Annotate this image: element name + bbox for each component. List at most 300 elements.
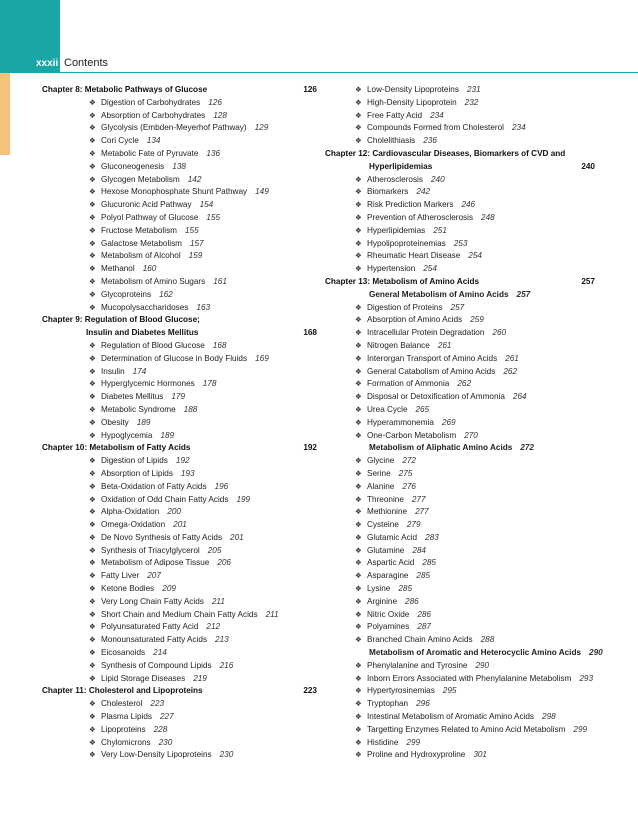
entry-page: 193 (180, 468, 195, 478)
bullet-icon: ❖ (89, 699, 96, 709)
toc-entry[interactable] (325, 737, 595, 750)
entry-title: Very Long Chain Fatty Acids (101, 596, 204, 606)
bullet-icon: ❖ (89, 264, 96, 274)
entry-title: Absorption of Carbohydrates (101, 110, 206, 120)
toc-entry[interactable] (325, 199, 595, 212)
entry-title: Beta-Oxidation of Fatty Acids (101, 481, 207, 491)
toc-entry[interactable] (325, 135, 595, 148)
entry-title: Targetting Enzymes Related to Amino Acid Metabolism (367, 724, 566, 734)
entry-title: Biomarkers (367, 187, 409, 197)
entry-title: Arginine (367, 596, 398, 606)
entry-title: Intestinal Metabolism of Aromatic Amino Acids (367, 712, 535, 722)
toc-entry[interactable] (325, 225, 595, 238)
bullet-icon: ❖ (355, 136, 362, 146)
toc-entry[interactable] (325, 174, 595, 187)
chapter-page: 223 (303, 686, 317, 696)
bullet-icon: ❖ (355, 532, 362, 542)
bullet-icon: ❖ (355, 85, 362, 94)
toc-entry[interactable] (325, 634, 595, 647)
toc-entry[interactable] (42, 673, 317, 686)
toc-entry[interactable] (325, 673, 595, 686)
entry-page: 126 (208, 97, 222, 107)
toc-entry[interactable] (325, 430, 595, 443)
entry-page: 216 (219, 660, 234, 670)
toc-entry[interactable] (325, 532, 595, 545)
entry-page: 246 (461, 200, 476, 210)
bullet-icon: ❖ (355, 635, 362, 645)
toc-entry[interactable] (325, 238, 595, 251)
bullet-icon: ❖ (355, 673, 362, 683)
section-heading[interactable] (325, 647, 603, 660)
entry-page: 298 (542, 712, 556, 722)
toc-entry[interactable] (42, 186, 317, 199)
entry-title: Glycogen Metabolism (101, 174, 180, 184)
bullet-icon: ❖ (89, 635, 96, 645)
toc-entry[interactable] (325, 97, 595, 110)
bullet-icon: ❖ (89, 289, 96, 299)
entry-page: 212 (206, 622, 221, 632)
entry-title: Prevention of Atherosclerosis (367, 212, 474, 222)
toc-left-column (42, 84, 317, 762)
entry-title: Hyperlipidemias (367, 225, 426, 235)
bullet-icon: ❖ (355, 686, 362, 696)
bullet-icon: ❖ (355, 379, 362, 389)
toc-entry[interactable] (42, 391, 317, 404)
bullet-icon: ❖ (89, 494, 96, 504)
toc-entry[interactable] (325, 660, 595, 673)
chapter-heading[interactable] (42, 685, 317, 698)
toc-entry[interactable] (42, 647, 317, 660)
entry-page: 230 (219, 750, 234, 760)
bullet-icon: ❖ (89, 724, 96, 734)
toc-entry[interactable] (325, 609, 595, 622)
toc-entry[interactable] (42, 148, 317, 161)
toc-entry[interactable] (42, 417, 317, 430)
toc-entry[interactable] (42, 724, 317, 737)
entry-title: Aspartic Acid (367, 558, 415, 568)
chapter-title: Metabolism of Amino Acids (372, 276, 480, 286)
section-heading[interactable] (325, 289, 595, 302)
entry-title: Glycolysis (Embden-Meyerhof Pathway) (101, 123, 247, 133)
entry-page: 154 (199, 200, 214, 210)
entry-page: 286 (417, 609, 431, 619)
toc-entry[interactable] (325, 186, 595, 199)
toc-entry[interactable] (325, 506, 595, 519)
toc-entry[interactable] (325, 314, 595, 327)
bullet-icon: ❖ (89, 136, 96, 146)
toc-entry[interactable] (42, 110, 317, 123)
toc-entry[interactable] (325, 122, 595, 135)
toc-entry[interactable] (42, 289, 317, 302)
entry-title: Nitric Oxide (367, 609, 410, 619)
entry-title: Digestion of Proteins (367, 302, 443, 312)
entry-page: 160 (142, 264, 157, 274)
bullet-icon: ❖ (355, 392, 362, 402)
toc-entry[interactable] (325, 545, 595, 558)
chapter-title: Metabolism of Fatty Acids (89, 443, 191, 453)
bullet-icon: ❖ (89, 238, 96, 248)
bullet-icon: ❖ (355, 251, 362, 261)
toc-entry[interactable] (42, 621, 317, 634)
chapter-heading[interactable] (42, 327, 317, 340)
entry-page: 214 (153, 648, 167, 658)
toc-entry[interactable] (42, 276, 317, 289)
toc-entry[interactable] (325, 711, 595, 724)
toc-entry[interactable] (42, 263, 317, 276)
toc-entry[interactable] (42, 161, 317, 174)
entry-title: Glutamine (367, 545, 405, 555)
toc-entry[interactable] (42, 545, 317, 558)
toc-entry[interactable] (42, 532, 317, 545)
toc-entry[interactable] (325, 417, 595, 430)
toc-entry[interactable] (42, 698, 317, 711)
bullet-icon: ❖ (355, 481, 362, 491)
toc-entry[interactable] (42, 366, 317, 379)
toc-entry[interactable] (325, 519, 595, 532)
entry-page: 270 (464, 430, 478, 440)
entry-page: 201 (173, 520, 187, 530)
toc-entry[interactable] (42, 404, 317, 417)
chapter-number: Chapter 11: (42, 686, 87, 696)
bullet-icon: ❖ (89, 97, 96, 107)
toc-entry[interactable] (325, 494, 595, 507)
entry-page: 211 (265, 609, 279, 619)
toc-entry[interactable] (42, 225, 317, 238)
entry-page: 157 (190, 238, 204, 248)
chapter-title: Insulin and Diabetes Mellitus (86, 328, 199, 338)
bullet-icon: ❖ (355, 212, 362, 222)
bullet-icon: ❖ (355, 584, 362, 594)
toc-entry[interactable] (42, 737, 317, 750)
entry-title: Asparagine (367, 571, 409, 581)
entry-page: 283 (425, 532, 439, 542)
bullet-icon: ❖ (355, 724, 362, 734)
section-heading[interactable] (325, 442, 595, 455)
toc-entry[interactable] (325, 110, 595, 123)
entry-title: Hypoglycemia (101, 430, 153, 440)
entry-page: 285 (398, 584, 413, 594)
entry-title: Phenylalanine and Tyrosine (367, 660, 468, 670)
toc-entry[interactable] (42, 468, 317, 481)
bullet-icon: ❖ (355, 699, 362, 709)
bullet-icon: ❖ (355, 97, 362, 107)
bullet-icon: ❖ (355, 315, 362, 325)
entry-title: Inborn Errors Associated with Phenylalanine Metabolism (367, 673, 572, 683)
section-page: 290 (589, 648, 603, 658)
entry-page: 149 (255, 187, 269, 197)
toc-entry[interactable] (325, 250, 595, 263)
bullet-icon: ❖ (89, 545, 96, 555)
entry-page: 200 (167, 507, 181, 517)
entry-title: Absorption of Amino Acids (367, 315, 463, 325)
toc-entry[interactable] (42, 519, 317, 532)
entry-page: 168 (212, 340, 227, 350)
toc-entry[interactable] (325, 698, 595, 711)
toc-entry[interactable] (325, 685, 595, 698)
bullet-icon: ❖ (355, 417, 362, 427)
section-page: 257 (516, 289, 531, 299)
entry-page: 178 (202, 379, 217, 389)
chapter-number: Chapter 9: (42, 315, 83, 325)
entry-page: 265 (415, 404, 430, 414)
bullet-icon: ❖ (89, 609, 96, 619)
chapter-heading[interactable] (42, 442, 317, 455)
toc-entry[interactable] (325, 84, 595, 97)
chapter-title: Metabolic Pathways of Glucose (84, 85, 208, 94)
entry-title: Mucopolysaccharidoses (101, 302, 189, 312)
toc-entry[interactable] (42, 494, 317, 507)
entry-page: 223 (150, 699, 165, 709)
bullet-icon: ❖ (89, 596, 96, 606)
section-title: Metabolism of Aliphatic Amino Acids (369, 443, 513, 453)
bullet-icon: ❖ (89, 187, 96, 197)
entry-title: Polyunsaturated Fatty Acid (101, 622, 199, 632)
entry-title: Gluconeogenesis (101, 161, 165, 171)
entry-title: Risk Prediction Markers (367, 200, 454, 210)
entry-title: Metabolism of Alcohol (101, 251, 181, 261)
bullet-icon: ❖ (89, 302, 96, 312)
entry-page: 296 (416, 699, 430, 709)
bullet-icon: ❖ (89, 520, 96, 530)
toc-entry[interactable] (325, 557, 595, 570)
toc-entry[interactable] (42, 596, 317, 609)
bullet-icon: ❖ (355, 340, 362, 350)
entry-page: 169 (255, 353, 269, 363)
entry-title: Hexose Monophosphate Shunt Pathway (101, 187, 248, 197)
entry-page: 213 (215, 635, 229, 645)
chapter-heading[interactable] (42, 84, 317, 97)
entry-title: Galactose Metabolism (101, 238, 182, 248)
bullet-icon: ❖ (355, 200, 362, 210)
page-title: Contents (64, 57, 109, 69)
entry-page: 261 (437, 340, 452, 350)
entry-title: Methanol (101, 264, 135, 274)
entry-page: 232 (464, 97, 479, 107)
toc-entry[interactable] (42, 97, 317, 110)
chapter-number: Chapter 10: (42, 443, 88, 453)
toc-entry[interactable] (325, 302, 595, 315)
entry-title: Low-Density Lipoproteins (367, 85, 459, 94)
bullet-icon: ❖ (355, 456, 362, 466)
chapter-page: 192 (303, 443, 317, 453)
entry-page: 128 (213, 110, 227, 120)
toc-entry[interactable] (325, 596, 595, 609)
toc-entry[interactable] (325, 455, 595, 468)
toc-entry[interactable] (325, 570, 595, 583)
bullet-icon: ❖ (355, 225, 362, 235)
bullet-icon: ❖ (89, 737, 96, 747)
toc-entry[interactable] (325, 366, 595, 379)
entry-page: 295 (442, 686, 457, 696)
entry-page: 234 (511, 123, 526, 133)
entry-title: Polyamines (367, 622, 410, 632)
chapter-heading[interactable] (325, 161, 595, 174)
toc-entry[interactable] (42, 135, 317, 148)
chapter-page: 257 (581, 276, 595, 286)
bullet-icon: ❖ (355, 110, 362, 120)
bullet-icon: ❖ (89, 200, 96, 210)
toc-entry[interactable] (42, 634, 317, 647)
entry-title: Chylomicrons (101, 737, 151, 747)
bullet-icon: ❖ (355, 174, 362, 184)
entry-page: 206 (217, 558, 231, 568)
entry-page: 142 (187, 174, 202, 184)
entry-title: General Catabolism of Amino Acids (367, 366, 496, 376)
bullet-icon: ❖ (89, 571, 96, 581)
entry-page: 207 (147, 571, 161, 581)
bullet-icon: ❖ (355, 507, 362, 517)
entry-title: Methionine (367, 507, 408, 517)
entry-title: Synthesis of Compound Lipids (101, 660, 212, 670)
bullet-icon: ❖ (89, 507, 96, 517)
bullet-icon: ❖ (355, 494, 362, 504)
entry-title: Absorption of Lipids (101, 468, 173, 478)
chapter-number: Chapter 12: (325, 148, 371, 158)
toc-entry[interactable] (325, 481, 595, 494)
entry-title: Lipoproteins (101, 724, 146, 734)
toc-entry[interactable] (42, 506, 317, 519)
toc-entry[interactable] (42, 583, 317, 596)
chapter-page: 168 (303, 328, 317, 338)
toc-entry[interactable] (42, 250, 317, 263)
toc-entry[interactable] (42, 430, 317, 443)
toc-entry[interactable] (325, 404, 595, 417)
entry-page: 228 (153, 724, 168, 734)
bullet-icon: ❖ (355, 545, 362, 555)
toc-entry[interactable] (42, 455, 317, 468)
toc-entry[interactable] (42, 199, 317, 212)
bullet-icon: ❖ (89, 366, 96, 376)
toc-entry[interactable] (325, 468, 595, 481)
chapter-heading[interactable] (325, 148, 595, 161)
entry-title: Eicosanoids (101, 648, 146, 658)
toc-entry[interactable] (42, 378, 317, 391)
entry-page: 155 (185, 225, 199, 235)
bullet-icon: ❖ (89, 251, 96, 261)
entry-title: Cysteine (367, 520, 399, 530)
entry-page: 269 (441, 417, 456, 427)
entry-title: Short Chain and Medium Chain Fatty Acids (101, 609, 258, 619)
toc-entry[interactable] (42, 340, 317, 353)
entry-page: 285 (416, 571, 431, 581)
entry-title: Alanine (367, 481, 395, 491)
bullet-icon: ❖ (89, 379, 96, 389)
entry-page: 277 (411, 494, 426, 504)
entry-title: Metabolic Syndrome (101, 404, 176, 414)
toc-entry[interactable] (42, 238, 317, 251)
toc-entry[interactable] (42, 660, 317, 673)
toc-entry[interactable] (325, 724, 595, 737)
entry-title: Hypertension (367, 264, 416, 274)
toc-entry[interactable] (325, 263, 595, 276)
toc-entry[interactable] (325, 749, 595, 762)
bullet-icon: ❖ (355, 520, 362, 530)
entry-page: 260 (492, 328, 507, 338)
bullet-icon: ❖ (89, 430, 96, 440)
toc-entry[interactable] (42, 481, 317, 494)
entry-page: 199 (236, 494, 251, 504)
bullet-icon: ❖ (89, 212, 96, 222)
toc-entry[interactable] (325, 621, 595, 634)
entry-page: 231 (466, 85, 481, 94)
entry-page: 261 (505, 353, 519, 363)
toc-entry[interactable] (325, 391, 595, 404)
chapter-heading[interactable] (42, 314, 317, 327)
entry-title: Disposal or Detoxification of Ammonia (367, 392, 505, 402)
entry-page: 161 (213, 276, 227, 286)
bullet-icon: ❖ (89, 110, 96, 120)
toc-entry[interactable] (42, 749, 317, 762)
entry-page: 163 (196, 302, 211, 312)
toc-entry[interactable] (42, 174, 317, 187)
entry-title: Very Low-Density Lipoproteins (101, 750, 212, 760)
entry-title: Proline and Hydroxyproline (367, 750, 466, 760)
bullet-icon: ❖ (89, 750, 96, 760)
toc-entry[interactable] (325, 583, 595, 596)
entry-title: Serine (367, 468, 391, 478)
bullet-icon: ❖ (355, 302, 362, 312)
entry-title: Digestion of Lipids (101, 456, 168, 466)
entry-page: 254 (468, 251, 482, 261)
chapter-title: Cardiovascular Diseases, Biomarkers of CVD and (372, 148, 566, 158)
entry-page: 201 (230, 532, 244, 542)
entry-title: Cori Cycle (101, 136, 139, 146)
entry-title: Histidine (367, 737, 399, 747)
entry-page: 251 (433, 225, 447, 235)
toc-entry[interactable] (325, 378, 595, 391)
entry-page: 189 (160, 430, 175, 440)
entry-page: 159 (188, 251, 203, 261)
toc-entry[interactable] (325, 340, 595, 353)
bullet-icon: ❖ (89, 648, 96, 658)
toc-entry[interactable] (42, 711, 317, 724)
entry-title: Nitrogen Balance (367, 340, 430, 350)
entry-page: 129 (254, 123, 269, 133)
entry-title: Hypertyrosinemias (367, 686, 435, 696)
entry-page: 192 (175, 456, 190, 466)
bullet-icon: ❖ (89, 673, 96, 683)
page-number: xxxii (36, 58, 59, 69)
entry-title: Alpha-Oxidation (101, 507, 160, 517)
bullet-icon: ❖ (89, 340, 96, 350)
toc-entry[interactable] (42, 557, 317, 570)
toc-entry[interactable] (42, 212, 317, 225)
bullet-icon: ❖ (355, 712, 362, 722)
toc-entry[interactable] (42, 302, 317, 315)
entry-title: Obesity (101, 417, 129, 427)
toc-entry[interactable] (42, 570, 317, 583)
entry-page: 293 (579, 673, 594, 683)
toc-entry[interactable] (42, 353, 317, 366)
bullet-icon: ❖ (355, 750, 362, 760)
entry-page: 279 (406, 520, 421, 530)
toc-entry[interactable] (325, 212, 595, 225)
bullet-icon: ❖ (89, 558, 96, 568)
toc-entry[interactable] (42, 609, 317, 622)
toc-entry[interactable] (42, 122, 317, 135)
toc-entry[interactable] (325, 353, 595, 366)
chapter-heading[interactable] (325, 276, 595, 289)
section-title: Metabolism of Aromatic and Heterocyclic Amino Acids (369, 648, 582, 658)
entry-page: 257 (450, 302, 465, 312)
chapter-number: Chapter 13: (325, 276, 371, 286)
entry-page: 259 (470, 315, 484, 325)
entry-title: Hyperglycemic Hormones (101, 379, 195, 389)
entry-title: Hyperammonemia (367, 417, 434, 427)
toc-entry[interactable] (325, 327, 595, 340)
entry-page: 189 (136, 417, 151, 427)
bullet-icon: ❖ (89, 225, 96, 235)
